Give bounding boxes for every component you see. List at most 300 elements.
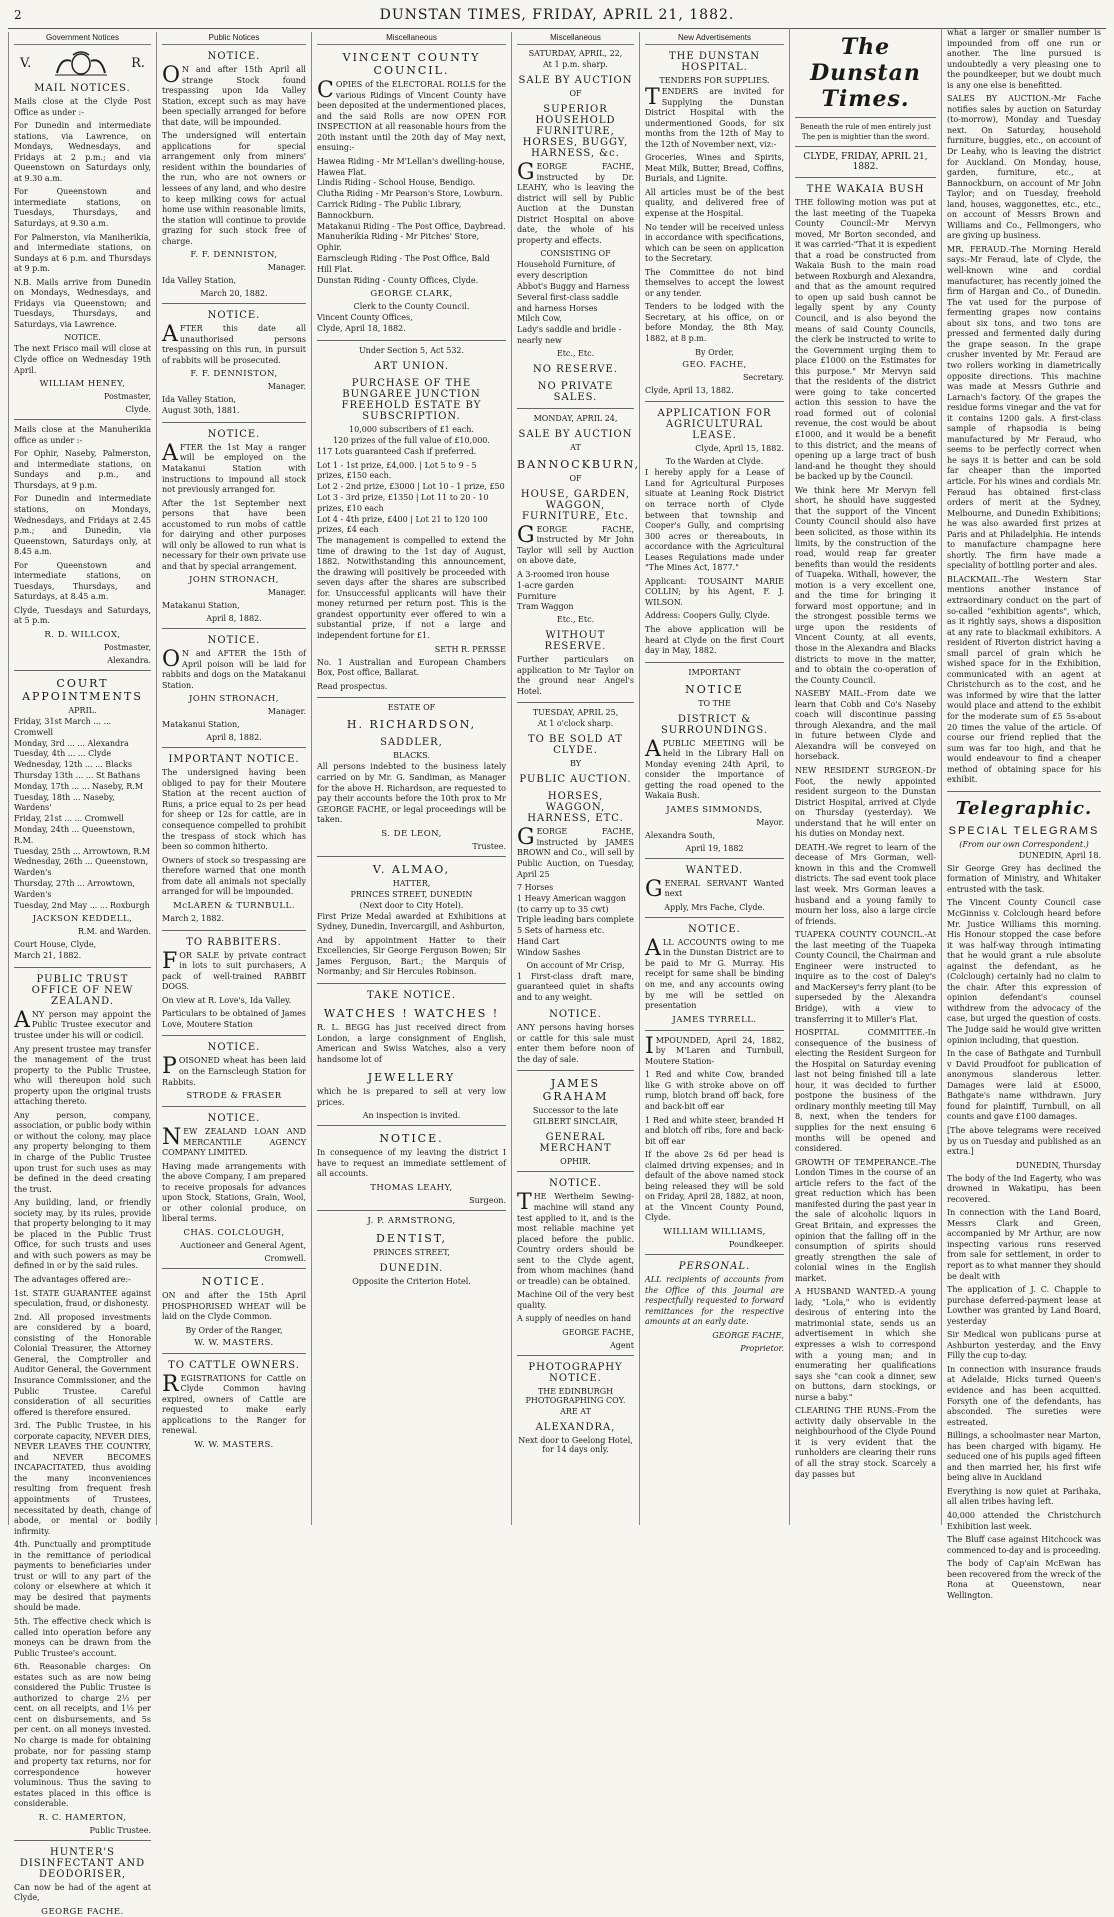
impounded-item: 1 Red and white steer, branded H and blotch off ribs, fore and back-bit off ear (645, 1115, 784, 1146)
auction-text: GEORGE FACHE, instructed by Mr John Taylor will sell by Auction on above date, (517, 522, 634, 566)
divider (645, 1030, 784, 1031)
auction-item: Tram Waggon (517, 602, 574, 612)
divider (317, 1210, 506, 1211)
signature: GEORGE CLARK, (370, 289, 453, 300)
notice-text: By Order of the Ranger, (185, 1325, 283, 1335)
art-line: 120 prizes of the full value of £10,000. (333, 435, 490, 445)
photo-text: Next door to Geelong Hotel, for 14 days only. (518, 1436, 633, 1455)
mail-para: For Ophir, Naseby, Palmerston, and intermediate stations, on Sundays and p.m., and Thursdays, at 9 p.m. (14, 449, 151, 490)
armstrong-trade: DENTIST, (376, 1231, 447, 1245)
auction-no-reserve: NO RESERVE. (533, 363, 618, 375)
armstrong-opposite: Opposite the Criterion Hotel. (352, 1276, 471, 1286)
telegram-para: Sir George Grey has declined the formation of Ministry, and Whitaker entrusted with the task. (947, 863, 1101, 894)
notice-text: FOR SALE by private contract in lots to suit purchasers, A pack of well-trained RABBIT DOGS. (162, 948, 306, 992)
auction-no-reserve: WITHOUT RESERVE. (544, 630, 607, 653)
signature: STRODE & FRASER (186, 1091, 282, 1102)
notice-text: ON and after the 15th April PHOSPHORISED WHEAT will be laid on the Clyde Common. (162, 1290, 306, 1322)
divider (645, 858, 784, 859)
court-row: Thursday, 27th ... Arrowtown, Warden's (14, 878, 135, 899)
masthead (8, 6, 1106, 29)
column-editorial (789, 28, 941, 1525)
signature-role: Agent (610, 1341, 634, 1351)
court-row: Tuesday, 25th ... Arrowtown, R.M (14, 846, 150, 856)
court-place: Court House, Clyde, (14, 940, 97, 950)
vcc-place: Clutha Riding - Mr Pearson's Store, Lowburn. (317, 189, 503, 199)
special-telegrams-title: SPECIAL TELEGRAMS (948, 824, 1100, 837)
signature: JAMES TYRRELL. (672, 1014, 757, 1025)
notice-text: AFTER this date all unauthorised persons trespassing on this run, in pursuit of rabbits will be prosecuted. (162, 322, 306, 365)
notice-place: Matakanui Station, (162, 601, 240, 611)
notice-text: Owners of stock so trespassing are therefore warned that one month from date all animals not specially arranged for will be impounded. (162, 855, 306, 897)
important-date: April 19, 1882 (685, 843, 744, 853)
court-date: March 21, 1882. (14, 951, 82, 961)
telegram-para: The Bluff case against Hitchcock was commenced to-day and is proceeding. (947, 1535, 1101, 1555)
mail-para: Clyde, Tuesdays and Saturdays, at 5 p.m. (14, 605, 151, 626)
mail-para: For Queenstown and intermediate stations, on Tuesdays, Thursdays, and Saturdays, at 9.30 a.m. (14, 187, 151, 229)
notice-text: The undersigned will entertain applications for special arrangement only from miners' resident within the boundaries of the run, who are not owners or lessees of any land, and who desire to keep milking cows for actual home use within reasonable limits, the station will continue to provide grazing for such stock free of charge. (162, 131, 306, 246)
vcc-place: Matakanui Riding - The Post Office, Daybread. (317, 221, 506, 231)
divider (162, 1353, 306, 1354)
auction-of: OF (569, 89, 582, 98)
court-row: Monday, 24th ... Queenstown, R.M. (14, 824, 135, 845)
auction-title: SALE BY AUCTION (518, 75, 633, 86)
signature-role: Postmaster, (103, 642, 151, 652)
hunter-title: HUNTER'S DISINFECTANT AND DEODORISER, (19, 1846, 146, 1880)
signature-place: Alexandra. (107, 655, 151, 665)
auction-public: PUBLIC AUCTION. (519, 774, 632, 786)
watches-head: WATCHES ! WATCHES ! (323, 1007, 500, 1021)
lead-para: A HUSBAND WANTED.-A young lady, "Lola," who is evidently desirous of entering into the matrimonial state, sends us an advertisement in which she expresses a wish to correspond with a young man; and in enumerating her qualifications says she "can cook a dinner, sew on buttons, darn stockings, or nurse a baby." (795, 1287, 936, 1402)
notice-title: TO RABBITERS. (186, 936, 282, 948)
auction-crisp: On account of Mr Crisp, (526, 960, 625, 970)
trust-para: Any person, company, association, or public body within or without the colony, may place any property belonging to them in charge of the Public Trustee upon trust for such uses as may be defined in the deed creating the trust. (14, 1110, 151, 1194)
column-header: Public Notices (162, 32, 306, 45)
signature-role: Auctioneer and General Agent, (180, 1240, 306, 1250)
divider (162, 1035, 306, 1036)
notice-title: NOTICE. (207, 635, 261, 647)
divider (317, 983, 506, 984)
signature-role: Proprietor. (740, 1343, 784, 1353)
telegram-para: The application of J. C. Chapple to purchase deferred-payment lease at Lowther was granted by Land Board, yesterday (947, 1285, 1101, 1326)
graham-line: GILBERT SINCLAIR, (533, 1117, 618, 1127)
auction-title: SALE BY AUCTION (518, 428, 633, 440)
signature: SETH R. PERSSE (434, 644, 506, 654)
art-address: No. 1 Australian and European Chambers Box, Post office, Ballarat. (317, 657, 506, 678)
lease-title: APPLICATION FOR AGRICULTURAL LEASE. (657, 408, 772, 442)
motto-line: The pen is mightier than the sword. (801, 133, 930, 141)
notice-text: On view at R. Love's, Ida Valley. (162, 995, 292, 1005)
art-line: 10,000 subscribers of £1 each. (349, 424, 474, 434)
art-union: ART UNION. (373, 360, 450, 372)
notice-title: NOTICE. (549, 1009, 602, 1021)
signature: THOMAS LEAHY, (370, 1182, 453, 1193)
notice-date: March 2, 1882. (162, 913, 225, 923)
vcc-place: Earnscleugh Riding - The Post Office, Bald Hill Flat. (317, 254, 490, 274)
vcc-text: COPIES of the ELECTORAL ROLLS for the various Ridings of Vincent County have been deposited at the undermentioned places, and the said Rolls are now OPEN FOR INSPECTION at all reasonable hours from the 20th instant until the 20th day of May next, ensuing:- (317, 78, 506, 153)
notice-date: April 8, 1882. (206, 733, 262, 743)
armstrong-address: PRINCES STREET, (373, 1247, 450, 1257)
signature: CHAS. COLCLOUGH, (183, 1227, 285, 1238)
telegram-para: 40,000 attended the Christchurch Exhibition last week. (947, 1511, 1101, 1531)
vcc-place: Lindis Riding - School House, Bendigo. (317, 178, 476, 188)
watches-text: R. L. BEGG has just received direct from London, a large consignment of English, American and Swiss Watches, also a very handsome lot of (317, 1023, 506, 1064)
trust-para: 2nd. All proposed investments are considered by a board, consisting of the Honorable Colonial Treasurer, the Attorney General, the Comptroller and Auditor General, the Government Insurance Commissioner, and the Public Trustee. Careful consideration of all securities offered is therefore ensured. (14, 1312, 151, 1417)
court-appointments-title: COURT APPOINTMENTS (22, 676, 143, 703)
trust-para: 1st. STATE GUARANTEE against speculation, fraud, or dishonesty. (14, 1288, 151, 1309)
valmao-trade: HATTER, (392, 878, 431, 888)
lead-para: NASEBY MAIL.-From date we learn that Cobb and Co's Naseby coach will discontinue passing through Alexandra, and the mail in future between Clyde and Alexandra will be conveyed on horseback. (795, 689, 936, 762)
notice-text: ON and after 15th April all strange Stock found trespassing upon Ida Valley Station, except such as may have been specially arranged for before that date, will be impounded. (162, 63, 306, 127)
crest-left-letter: V. (20, 55, 32, 71)
take-notice-title: TAKE NOTICE. (367, 990, 456, 1002)
telegram-para: The body of the Ind Eagerty, who was drowned in Wakatipu, has been recovered. (947, 1173, 1101, 1204)
divider (517, 408, 634, 409)
vcc-place-line: Vincent County Offices, (317, 313, 413, 323)
auction-date: TUESDAY, APRIL 25, (532, 708, 619, 718)
auction-item: Furniture (517, 591, 557, 601)
auction-text: GEORGE FACHE, instructed by Dr. LEAHY, who is leaving the district will sell by Public Auction at the Dunstan District Hospital on above date, the whole of his property and effects. (517, 160, 634, 245)
impounded-item: 1 Red and white Cow, branded like G with stroke above on off rump, blotch brand off back, fore and back-bit off ear (645, 1070, 784, 1111)
graham-name: JAMES GRAHAM (542, 1077, 609, 1104)
signature-role: Manager. (267, 382, 306, 392)
divider (795, 146, 936, 147)
column-header: Miscellaneous (317, 32, 506, 45)
column-government-notices (8, 32, 156, 1917)
mail-notices-title: MAIL NOTICES. (34, 83, 131, 94)
art-title: PURCHASE OF THE BUNGAREE JUNCTION FREEHOLD ESTATE BY SUBSCRIPTION. (341, 377, 482, 422)
signature: W. W. MASTERS. (194, 1439, 274, 1450)
signature-role: Public Trustee. (89, 1825, 151, 1835)
telegram-dateline: DUNEDIN, Thursday (1015, 1160, 1101, 1170)
notice-place: Ida Valley Station, (162, 395, 237, 405)
dateline: CLYDE, FRIDAY, APRIL 21, 1882. (803, 152, 928, 172)
signature: F. F. DENNISTON, (190, 250, 278, 261)
auction-etc: Etc., Etc. (556, 615, 595, 625)
divider (517, 1171, 634, 1172)
auction-text: Further particulars on application to Mr Taylor on the ground near Angel's Hotel. (517, 655, 634, 696)
auction-goods: SUPERIOR HOUSEHOLD FURNITURE, HORSES, BUGGY, HARNESS, &c. (522, 104, 629, 159)
court-row: Monday, 17th ... ... Naseby, R.M (14, 781, 144, 791)
notice-text: A supply of needles on hand (517, 1314, 632, 1324)
photo-company: THE EDINBURGH PHOTOGRAPHING COY. (525, 1387, 626, 1406)
divider (947, 791, 1101, 792)
trust-para: 4th. Punctually and promptitude in the remittance of periodical payments to beneficiaries under trust or will to any part of the colony or elsewhere at which it may be desired that payments should be made. (14, 1540, 151, 1613)
signature: GEO. FACHE, (682, 359, 747, 370)
auction-item: Lady's saddle and bridle - nearly new (517, 325, 622, 345)
notice-date: March 20, 1882. (200, 289, 268, 299)
column-public-notices (156, 32, 311, 1525)
signature-role: Surgeon. (469, 1195, 506, 1205)
notice-text: ON and AFTER the 15th of April poison will be laid for rabbits and dogs on the Matakanui Station. (162, 647, 306, 690)
signature: WILLIAM WILLIAMS, (663, 1226, 766, 1237)
news-para: MR. FERAUD.-The Morning Herald says:-Mr Feraud, late of Clyde, the well-known wine and cordial manufacturer, has recently joined the firm of Hargan and Co., of Dunedin. The vat used for the purpose of fermenting grapes now contains about six tons, and two tons are pressed and fermented daily during the grape season. In the grape crusher invented by Mr. Feraud are two rollers working in diametrically opposite directions. This machine was made at Messrs Guthrie and Larnach's factory. Of the grapes the residue forms vinegar and the vat for it contains 1200 gals. A first-class sample of rhapsodia is being manufactured by Mr Feraud, who seems to be perfectly correct when he says it is better and can be sold far cheaper than the imported article. For his wines and cordials Mr. Feraud has obtained first-class orders of merit at the Sydney, Melbourne, and Dunedin Exhibitions; he was also awarded first prizes at Paris and at Philadelphia. He intends to manufacture champagne here shortly. The firm have made a speciality of bottling porter and ales. (947, 244, 1101, 571)
auction-item: Abbot's Buggy and Harness (517, 281, 630, 291)
estate-place: BLACKS. (393, 751, 430, 761)
auction-item: Milch Cow, (517, 314, 562, 324)
notice-title: NOTICE. (207, 428, 261, 440)
hospital-by: By Order, (695, 347, 734, 357)
auction-item: 1-acre garden (517, 580, 574, 590)
signature-role: Postmaster, (103, 392, 151, 402)
telegram-para: [The above telegrams were received by us on Tuesday and published as an extra.] (947, 1125, 1101, 1157)
wanted-apply: Apply, Mrs Fache, Clyde. (664, 902, 765, 912)
column-miscellaneous-1 (311, 32, 511, 1525)
telegram-para: The body of Cap'ain McEwan has been recovered from the wreck of the Rona at Queenstown, near Wellington. (947, 1559, 1101, 1600)
signature: JAMES SIMMONDS, (666, 804, 763, 815)
notice-date: August 30th, 1881. (162, 406, 240, 416)
divider (317, 856, 506, 857)
personal-text: ALL recipients of accounts from the Office of this Journal are respectfully requested to forward remittances for the respective amounts at an early date. (645, 1274, 784, 1327)
notice-text: AFTER the 1st May a ranger will be employed on the Matakanui Station with instructions to impound all stock not previously arranged for. (162, 440, 306, 495)
art-lot: Lot 1 - 1st prize, £4,000. | Lot 5 to 9 - 5 prizes, £150 each. (317, 460, 477, 481)
signature: WILLIAM HENEY, (39, 379, 126, 390)
signature: JACKSON KEDDELL, (32, 914, 133, 925)
column-miscellaneous-2 (511, 32, 639, 1525)
court-row: Monday, 3rd ... ... Alexandra (14, 738, 129, 748)
hospital-sub: TENDERS FOR SUPPLIES. (659, 76, 770, 85)
divider (795, 117, 936, 118)
notice-text: The undersigned having been obliged to pay for their Moutere Station at the recent auction of Runs, a price equal to 2s per head for sheep or 12s for cattle, are in consequence compelled to prohibit the trespass of stock which has been so common hitherto. (162, 768, 306, 852)
graham-place: OPHIR. (560, 1157, 591, 1167)
signature: R. C. HAMERTON, (38, 1812, 127, 1823)
hospital-title: THE DUNSTAN HOSPITAL. (668, 51, 760, 73)
art-lot: Lot 2 - 2nd prize, £3000 | Lot 10 - 1 prize, £50 (317, 482, 505, 492)
telegram-para: In connection with insurance frauds at Adelaide, Hicks turned Queen's evidence and has been acquitted. Forsyth one of the defendants, has absconded. The sureties were estreated. (947, 1364, 1101, 1427)
notice-text: In consequence of my leaving the district I have to request an immediate settlement of all accounts. (317, 1148, 506, 1179)
jewellery-label: JEWELLERY (367, 1071, 456, 1085)
auction-no-private: NO PRIVATE SALES. (537, 380, 614, 403)
signature: JOHN STRONACH, (189, 694, 279, 705)
divider (645, 662, 784, 663)
signature-role: Manager. (267, 707, 306, 717)
signature-role: Clerk to the County Council. (353, 302, 470, 312)
court-row: Wednesday, 12th ... ... Blacks (14, 760, 132, 770)
auction-etc: Etc., Etc. (556, 348, 595, 358)
trust-para: ANY person may appoint the Public Trustee executor and trustee under his will or codicil. (14, 1007, 151, 1040)
divider (517, 702, 634, 703)
divider (317, 340, 506, 341)
divider (162, 303, 306, 304)
news-para: SALES BY AUCTION.-Mr Fache notifies sales by auction on Saturday (to-morrow), Monday and Tuesday next. On Saturday, household furniture, buggies, etc., on account of Dr Leahy, who is leaving the district for Auckland. On Monday, house, garden, furniture, etc., at Bannockburn, on account of Mr John Taylor; and on Tuesday, freehold land, houses, waggonettes, etc., etc., on account of Messrs Brown and Williams and Co., Fellmongers, who are giving up business. (947, 94, 1101, 241)
notice-title: NOTICE. (207, 51, 261, 62)
public-trust-title: PUBLIC TRUST OFFICE OF NEW ZEALAND. (31, 973, 134, 1007)
impounded-text: IMPOUNDED, April 24, 1882, by M'Laren and Turnbull, Moutere Station- (645, 1033, 784, 1066)
divider (14, 419, 151, 420)
court-row: Friday, 31st March ... ... Cromwell (14, 716, 112, 737)
signature-role: Trustee. (472, 841, 506, 851)
lead-para: THE following motion was put at the last meeting of the Tuapeka County Council:-Mr Mervyn moved, Mr Borton seconded, and it was carried-"That it is expedient that a road be constructed from Wakaia Bush to the main road between Roxburgh and Alexandra, and that as the amount required to open up said bush cannot be legally spent by any County Council, and is also beyond the means of said County Councils, the clerk be instructed to write to the Government urging them to place £1000 on the Estimates for this purpose." Mr Mervyn said that the residents of the district were going to take concerted action this session to have the road formed out of colonial revenue, the cost would be about £1000, and it would be a benefit to this district, and the means of opening up a large tract of bush land-and he thought they should be backed up by the Council. (795, 198, 936, 482)
signature: JOHN STRONACH, (189, 575, 279, 586)
signature-place: Cromwell. (264, 1253, 306, 1263)
trust-para: 5th. The effective check which is called into operation before any moneys can be drawn from the Public Trustee's account. (14, 1616, 151, 1658)
column-header: Government Notices (14, 32, 151, 45)
auction-date: SATURDAY, APRIL, 22, (528, 49, 623, 58)
mail-para: N.B. Mails arrive from Dunedin on Mondays, Wednesdays, and Fridays via Queenstown; and Tuesdays, Thursdays, and Saturdays, via Lawrence. (14, 277, 151, 329)
mail-para: For Dunedin and intermediate stations, on Mondays, Wednesdays, and Fridays at 2.45 p.m.; and Dunedin, via Queenstown, Saturdays only, at 8.45 a.m. (14, 494, 151, 557)
important-notice: NOTICE (685, 682, 744, 696)
notice-text: POISONED wheat has been laid on the Earnscleugh Station for Rabbits. (162, 1054, 306, 1087)
art-section: Under Section 5, Act 532. (358, 345, 465, 355)
vcc-place: Manuherikia Riding - Mr Pitches' Store, Ophir. (317, 232, 480, 253)
hospital-text: No tender will be received unless in accordance with specifications, which can be seen on application to the Secretary. (645, 222, 784, 264)
court-row: Thursday 13th ... ... St Bathans (14, 770, 141, 780)
newspaper-nameplate: The Dunstan Times. (810, 34, 921, 112)
divider (14, 670, 151, 671)
personal-title: PERSONAL. (678, 1260, 751, 1272)
notice-title: NOTICE. (379, 1132, 444, 1146)
lease-date: Clyde, April 15, 1882. (695, 444, 784, 454)
auction-item: 1 Heavy American waggon (to carry up to 35 cwt) (517, 893, 626, 914)
divider (517, 1070, 634, 1071)
signature-role: Poundkeeper. (729, 1239, 784, 1249)
signature: R. D. WILLCOX, (44, 629, 121, 640)
graham-trade: GENERAL MERCHANT (539, 1132, 612, 1155)
telegram-para: Sir Medical won publicans purse at Ashburton yesterday, and the Envy Filly the cup to-day. (947, 1330, 1101, 1361)
mail-para: Mails close at the Clyde Post Office as under :- (14, 97, 151, 117)
auction-text: GEORGE FACHE, instructed by JAMES BROWN and Co., will sell by Public Auction, on Tuesday, April 25 (517, 825, 634, 879)
important-place: Alexandra South, (645, 830, 716, 840)
watches-text: An inspection is invited. (362, 1111, 461, 1121)
notice-text: Machine Oil of the very best quality. (517, 1290, 634, 1310)
art-lot: Lot 3 - 3rd prize, £1350 | Lot 11 to 20 - 10 prizes, £10 each (317, 492, 489, 513)
telegram-para: In connection with the Land Board, Messrs Clark and Green, accompanied by Mr Arthur, are now inspecting various runs reserved from sale for settlement, in order to report as to what manner they should be dealt with (947, 1208, 1101, 1281)
auction-item: Window Sashes (517, 947, 581, 957)
lead-para: HOSPITAL COMMITTEE.-In consequence of the business of electing the Resident Surgeon for the Hospital on Saturday evening last not being finished till a late hour, it was decided to further postpone the business of the ordinary monthly meeting till May 8, next, when the tenders for supplies for the next ensuing 6 months will be opened and considered. (795, 1028, 936, 1154)
art-line: 117 Lots guaranteed Cash if preferred. (317, 446, 477, 456)
news-para: what a larger or smaller number is impounded from off one run or another. The line pursued is undoubtedly a very pleasing one to the poundkeeper, but we doubt much is any one else is benefitted. (947, 28, 1101, 90)
telegram-para: Everything is now quiet at Parihaka, all alien tribes having left. (947, 1486, 1101, 1507)
mail-para: For Palmerston, via Maniherikia, and intermediate stations, on Sundays at 6 p.m. and Thursdays at 9 p.m. (14, 232, 151, 274)
royal-crest (20, 49, 145, 77)
notice-title: NOTICE. (207, 1042, 261, 1054)
valmao-address2: (Next door to City Hotel). (359, 900, 464, 910)
auction-item: 7 Horses (517, 883, 554, 893)
notice-title: TO CATTLE OWNERS. (168, 1359, 300, 1371)
art-text: The management is compelled to extend the time of drawing to the 1st day of August, 1882. Notwithstanding this announcement, the drawing will positively be proceeded with seven days after the shares are subscribed for. Unsuccessful applicants will have their money returned per return post. This is the grandest opportunity ever offered to win a substantial prize, if not a large and independent fortune for £1. (317, 536, 506, 641)
notice-text: THE Wertheim Sewing-machine will stand any test applied to it, and is the most reliable machine yet placed before the public. Country orders should be sent to the Clyde agent, from whom machines (hand or treadle) can be obtained. (517, 1190, 634, 1286)
signature-place: Clyde. (125, 405, 151, 415)
wanted-text: GENERAL SERVANT Wanted next (645, 876, 784, 902)
vcc-place: Carrick Riding - The Public Library, Bannockburn. (317, 200, 462, 220)
court-row: Tuesday, 2nd May ... ... Roxburgh (14, 900, 150, 910)
hospital-date: Clyde, April 13, 1882. (645, 385, 734, 395)
impounded-text: If the above 2s 6d per head is claimed driving expenses; and in default of the above named stock being released they will be sold on Friday, April 28, 1882, at noon, at the Vincent County Pound, Clyde. (645, 1150, 784, 1223)
lead-para: DEATH.-We regret to learn of the decease of Mrs Gorman, well-known in this and the Cromwell districts. The sad event took place last week. Mrs Gorman leaves a husband and a young family to mourn her loss, also a large circle of friends. (795, 842, 936, 926)
mail-para: Mails close at the Manuherikia office as under :- (14, 425, 151, 445)
notice-place: Matakanui Station, (162, 720, 240, 730)
lease-to: To the Warden at Clyde. (665, 457, 764, 467)
notice-label: NOTICE. (64, 333, 101, 343)
hospital-text: Groceries, Wines and Spirits, Meat Milk, Butter, Bread, Coffins, Burials, and Lignite. (645, 153, 784, 184)
auction-item: A 3-roomed iron house (517, 569, 610, 579)
court-row: Friday, 21st ... ... Cromwell (14, 814, 124, 824)
signature-role: Manager. (267, 588, 306, 598)
court-row: Wednesday, 26th ... Queenstown, Warden's (14, 857, 149, 878)
signature: GEORGE FACHE, (562, 1328, 634, 1338)
notice-text: REGISTRATIONS for Cattle on Clyde Common having expired, owners of Cattle are requested to make early applications to the Ranger for renewal. (162, 1371, 306, 1436)
notice-title: NOTICE. (688, 923, 741, 935)
auction-date: MONDAY, APRIL 24, (533, 413, 618, 423)
lease-text: I hereby apply for a Lease of Land for Agricultural Purposes situate at Leaning Rock District on terrace north of Clyde between that township and Cooper's Gully, and comprising 300 acres or thereabouts, in accordance with the Agricultural Leases Regulations made under "The Mines Act, 1877." (645, 468, 784, 573)
important-district: DISTRICT & SURROUNDINGS. (660, 713, 769, 736)
lease-text: The above application will be heard at Clyde on the first Court day in May, 1882. (645, 625, 784, 656)
court-rows (14, 717, 151, 911)
signature-role: R.M. and Warden. (77, 927, 151, 937)
valmao-text: First Prize Medal awarded at Exhibitions at Sydney, Dunedin, Invercargill, and Ashburton, (317, 911, 506, 932)
armstrong-city: DUNEDIN. (379, 1262, 444, 1274)
auction-item: Triple leading bars complete (517, 915, 634, 925)
auction-goods: HOUSE, GARDEN, WAGGON, FURNITURE, Etc. (520, 488, 631, 522)
auction-item: Hand Cart (517, 937, 560, 947)
notice-title: NOTICE. (549, 1178, 602, 1190)
art-read: Read prospectus. (317, 681, 388, 691)
auction-title: TO BE SOLD AT CLYDE. (527, 734, 624, 757)
vcc-title: VINCENT COUNTY COUNCIL. (342, 51, 481, 77)
mail-para: For Queenstown and intermediate stations, on Tuesdays, Thursdays, and Saturdays, at 8.45 a.m. (14, 560, 151, 602)
telegram-para: The Vincent County Council case McGinniss v. Colclough heard before Mr. Justice Williams this morning. His Honour stopped the case before it was half-way through intimating that he would grant a rule absolute against the defendant, as he (Colclough) certainly had no claim to the chair. After this expression of opinion defendant's counsel withdrew from the advocacy of the case, but urged the question of costs. The Judge said he would give written opinion including, that question. (947, 898, 1101, 1045)
hospital-text: All articles must be of the best quality, and delivered free of expense at the Hospital. (645, 187, 784, 219)
valmao-name: V. ALMAO, (372, 862, 451, 876)
hunter-text: Can now be had of the agent at Clyde, (14, 1882, 151, 1903)
lead-para: GROWTH OF TEMPERANCE.-The London Times in the course of an article refers to the fact of the great reduction which has been manifested during the past year in the sale of alcoholic liquors in Great Britain, and expresses the opinion that the falling off in the consumption of spirits should greatly strengthen the sale of colonial wines in the English market. (795, 1157, 936, 1283)
lead-para: TUAPEKA COUNTY COUNCIL.-At the last meeting of the Tuapeka County Council, the Chairman and Engineer were instructed to inquire as to the cost of Daley's and MacKersey's ferry plant (to be superseded by the Alexandra Bridge), with a view to transferring it to Miller's Flat. (795, 930, 936, 1024)
estate-trade: SADDLER, (380, 737, 443, 749)
estate-name: H. RICHARDSON, (346, 718, 477, 732)
signature: GEORGE FACHE, (712, 1330, 784, 1340)
trust-para: Any building, land, or friendly society may, by its rules, provide that property belonging to it may be placed in the Public Trust Office, for such trusts and uses and with such powers as may be defined in or by the said rules. (14, 1198, 151, 1271)
coat-of-arms-icon (51, 49, 111, 77)
divider (162, 747, 306, 748)
important-to: TO THE (698, 698, 731, 708)
auction-by: BY (569, 759, 582, 769)
valmao-address: PRINCES STREET, DUNEDIN (350, 889, 473, 899)
column-header: New Advertisements (645, 32, 784, 45)
divider (317, 697, 506, 698)
photo-title: PHOTOGRAPHY NOTICE. (528, 1362, 623, 1385)
lease-address: Address: Coopers Gully, Clyde. (645, 611, 770, 621)
news-para: BLACKMAIL.-The Western Star mentions another instance of extraordinary conduct on the part of so-called "exhibition agents", which, as it rightly says, shows a disposition at any rate to blackmail exhibitors. A resident of Riverton district having a small parcel of grain which he wished space for in the Exhibition, communicated with an agent at Christchurch as to the cost, and he was informed by wire that the latter would place and attend to the exhibit for the moderate sum of £5 5s-about 20 times the value of the article. Of course our friend replied that the sum was far too high, and that he would endeavour to find a cheaper method of obtaining space for his exhibit. (947, 574, 1101, 785)
vcc-place: Hawea Riding - Mr M'Lellan's dwelling-house, Hawea Flat. (317, 156, 505, 177)
divider (645, 1254, 784, 1255)
notice-title: NOTICE. (207, 310, 261, 322)
divider (14, 967, 151, 968)
divider (317, 1125, 506, 1126)
notice-text: Particulars to be obtained of James Love, Moutere Station (162, 1009, 306, 1029)
notice-text: After the 1st September next persons that have been accustomed to run mobs of cattle for dairying and other purposes will only be allowed to run what is necessary for their own private use and that by special arrangement. (162, 498, 306, 571)
notice-title: NOTICE. (201, 1274, 267, 1288)
lead-para: NEW RESIDENT SURGEON.-Dr Foot, the newly appointed resident surgeon to the Dunstan District Hospital, arrived at Clyde on Thursday (yesterday). We understand that he will enter on his duties on Monday next. (795, 765, 936, 839)
crest-right-letter: R. (131, 55, 145, 71)
hospital-text: The Committee do not bind themselves to accept the lowest or any tender. (645, 267, 784, 298)
trust-para: The advantages offered are:- (14, 1275, 131, 1285)
divider (162, 930, 306, 931)
divider (162, 422, 306, 423)
auction-time: At 1 o'clock sharp. (537, 719, 614, 729)
notice-date: April 8, 1882. (206, 614, 262, 624)
court-month: APRIL. (68, 705, 97, 715)
telegram-para: Billings, a schoolmaster near Marton, has been charged with bigamy. He seduced one of his pupils aged fifteen and then married her, his first wife being alive in Auckland (947, 1431, 1101, 1483)
motto-line: Beneath the rule of men entirely just (799, 123, 932, 131)
auction-goods: HORSES, WAGGON, HARNESS, ETC. (527, 791, 624, 825)
auction-item: Several first-class saddle and harness Horses (517, 292, 619, 313)
lead-para: CLEARING THE RUNS.-From the activity daily observable in the neighbourhood of the Clyde Pound it is very evident that the runholders are clearing their runs of all the stray stock. Scarcely a day passes but (795, 1406, 936, 1479)
divider (795, 177, 936, 178)
photo-are-at: ARE AT (560, 1407, 591, 1417)
hunter-agent: GEORGE FACHE. (41, 1906, 124, 1917)
column-news (941, 28, 1106, 1600)
auction-place: BANNOCKBURN, (517, 457, 640, 471)
important-text: APUBLIC MEETING will be held in the Library Hall on Monday evening 24th April, to consider the importance of getting the road opened to the Wakaia Bush. (645, 736, 784, 801)
